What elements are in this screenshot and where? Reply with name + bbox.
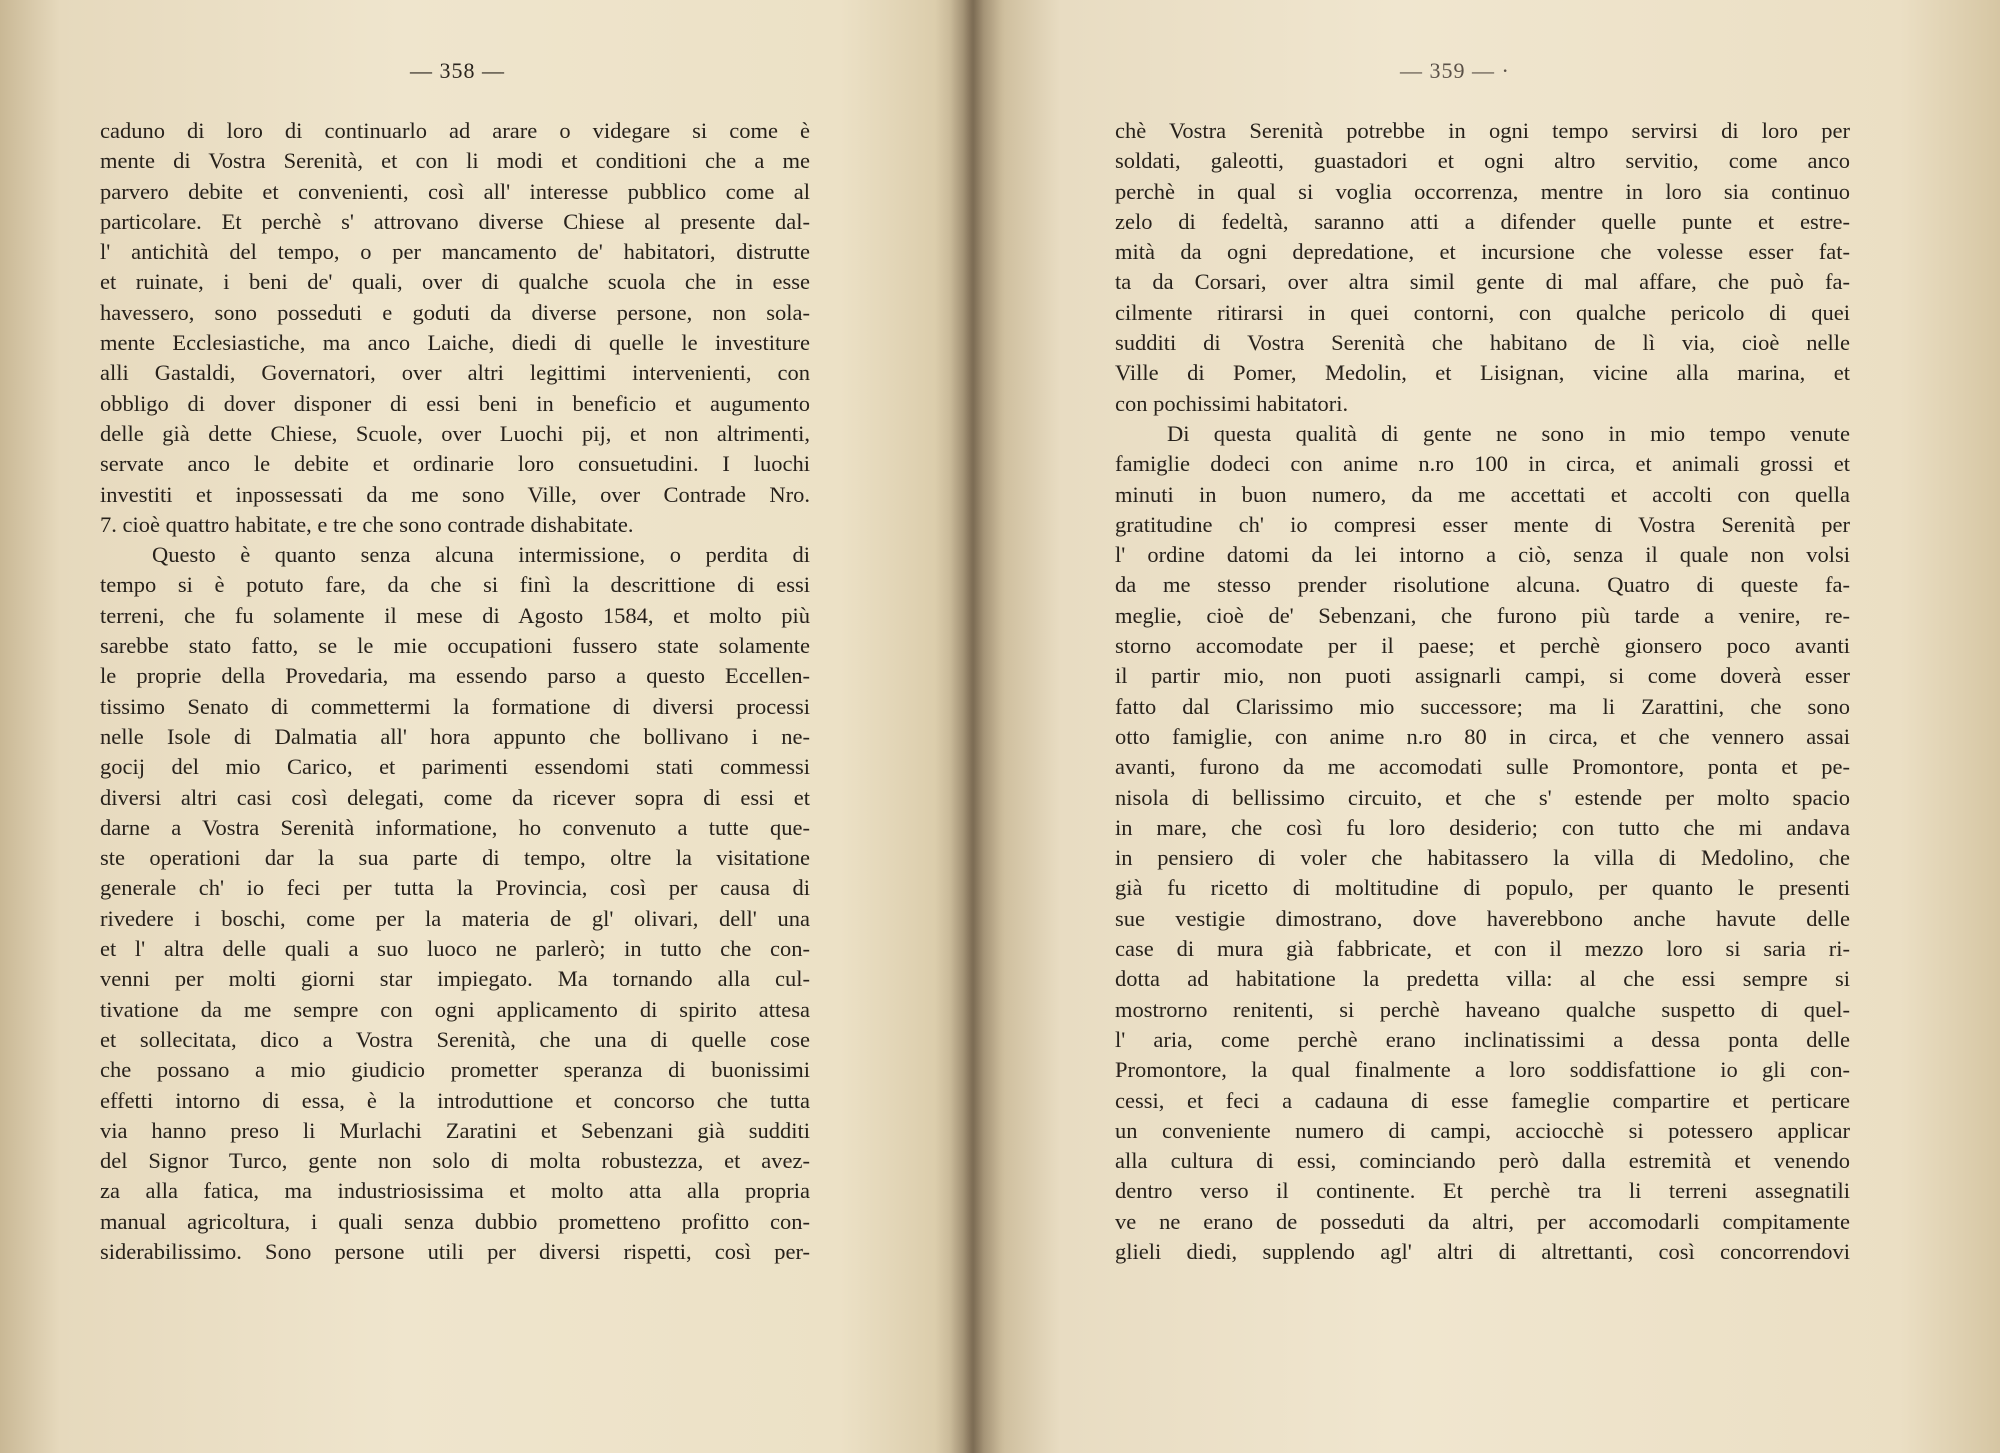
text-line: mente di Vostra Serenità, et con li modi et conditioni che a me: [100, 148, 810, 174]
text-line: un conveniente numero di campi, acciocchè si potessero applicar: [1115, 1117, 1850, 1143]
left-page-text: [100, 116, 810, 1267]
text-line: sue vestigie dimostrano, dove haverebbono anche havute delle: [1115, 905, 1850, 931]
text-line: case di mura già fabbricate, et con il mezzo loro si saria ri-: [1115, 936, 1850, 962]
right-page-text: [1115, 116, 1850, 1267]
text-line: darne a Vostra Serenità informatione, ho convenuto a tutte que-: [100, 814, 810, 840]
text-line: ta da Corsari, over altra simil gente di mal affare, che può fa-: [1115, 269, 1850, 295]
text-line: perchè in qual si voglia occorrenza, mentre in loro sia continuo: [1115, 178, 1850, 204]
text-line: za alla fatica, ma industriosissima et molto atta alla propria: [100, 1178, 810, 1204]
text-line: manual agricoltura, i quali senza dubbio prometteno profitto con-: [100, 1208, 810, 1234]
text-line: obbligo di dover disponer di essi beni in beneficio et augumento: [100, 390, 810, 416]
text-line: Di questa qualità di gente ne sono in mio tempo venute: [1167, 420, 1850, 446]
text-line: in pensiero di voler che habitassero la villa di Medolino, che: [1115, 845, 1850, 871]
text-line: investiti et inpossessati da me sono Ville, over Contrade Nro.: [100, 481, 810, 507]
text-line: terreni, che fu solamente il mese di Agosto 1584, et molto più: [100, 602, 810, 628]
text-line: servate anco le debite et ordinarie loro consuetudini. I luochi: [100, 451, 810, 477]
text-line: minuti in buon numero, da me accettati et accolti con quella: [1115, 481, 1850, 507]
text-line: l' aria, come perchè erano inclinatissimi a dessa ponta delle: [1115, 1026, 1850, 1052]
text-line: et ruinate, i beni de' quali, over di qualche scuola che in esse: [100, 269, 810, 295]
text-line: tivatione da me sempre con ogni applicamento di spirito attesa: [100, 996, 810, 1022]
text-line: tempo si è potuto fare, da che si finì la descrittione di essi: [100, 572, 810, 598]
text-line: caduno di loro di continuarlo ad arare o videgare si come è: [100, 118, 810, 143]
text-line: nisola di bellissimo circuito, et che s' estende per molto spacio: [1115, 784, 1850, 810]
text-line: storno accomodate per il paese; et perchè gionsero poco avanti: [1115, 633, 1850, 659]
text-line: generale ch' io feci per tutta la Provincia, così per causa di: [100, 875, 810, 901]
text-line: dotta ad habitatione la predetta villa: al che essi sempre si: [1115, 966, 1850, 992]
text-line: nelle Isole di Dalmatia all' hora appunto che bollivano i ne-: [100, 723, 810, 749]
text-line: meglie, cioè de' Sebenzani, che furono più tarde a venire, re-: [1115, 602, 1850, 628]
text-line: havessero, sono posseduti e goduti da diverse persone, non sola-: [100, 299, 810, 325]
text-line: con pochissimi habitatori.: [1115, 390, 1349, 416]
text-line: mente Ecclesiastiche, ma anco Laiche, diedi di quelle le investiture: [100, 330, 810, 356]
text-line: Questo è quanto senza alcuna intermissione, o perdita di: [152, 542, 810, 568]
text-line: in mare, che così fu loro desiderio; con tutto che mi andava: [1115, 814, 1850, 840]
text-line: che possano a mio giudicio prometter speranza di buonissimi: [100, 1057, 810, 1083]
text-line: effetti intorno di essa, è la introduttione et concorso che tutta: [100, 1087, 810, 1113]
text-line: et l' altra delle quali a suo luoco ne parlerò; in tutto che con-: [100, 936, 810, 962]
text-line: del Signor Turco, gente non solo di molta robustezza, et avez-: [100, 1148, 810, 1174]
text-line: fatto dal Clarissimo mio successore; ma li Zarattini, che sono: [1115, 693, 1850, 719]
text-line: gocij del mio Carico, et parimenti essendomi stati commessi: [100, 754, 810, 780]
text-line: soldati, galeotti, guastadori et ogni altro servitio, come anco: [1115, 148, 1850, 174]
text-line: zelo di fedeltà, saranno atti a difender quelle punte et estre-: [1115, 208, 1850, 234]
text-line: da me stesso prender risolutione alcuna. Quatro di queste fa-: [1115, 572, 1850, 598]
text-line: l' ordine datomi da lei intorno a ciò, senza il quale non volsi: [1115, 542, 1850, 568]
text-line: particolare. Et perchè s' attrovano diverse Chiese al presente dal-: [100, 208, 810, 234]
page-number-right: — 359 — ·: [1400, 58, 1510, 83]
text-line: via hanno preso li Murlachi Zaratini et Sebenzani già sudditi: [100, 1117, 810, 1143]
text-line: le proprie della Provedaria, ma essendo parso a questo Eccellen-: [100, 663, 810, 689]
text-line: famiglie dodeci con anime n.ro 100 in circa, et animali grossi et: [1115, 451, 1850, 477]
text-line: venni per molti giorni star impiegato. Ma tornando alla cul-: [100, 966, 810, 992]
text-line: glieli diedi, supplendo agl' altri di altrettanti, così concorrendovi: [1115, 1238, 1850, 1264]
text-line: mità da ogni depredatione, et incursione che volesse esser fat-: [1115, 239, 1850, 265]
text-line: cessi, et feci a cadauna di esse fameglie compartire et perticare: [1115, 1087, 1850, 1113]
text-line: tissimo Senato di commettermi la formatione di diversi processi: [100, 693, 810, 719]
right-page: [990, 0, 2000, 1453]
text-line: il partir mio, non puoti assignarli campi, si come doverà esser: [1115, 663, 1850, 689]
text-line: Ville di Pomer, Medolin, et Lisignan, vicine alla marina, et: [1115, 360, 1850, 386]
text-line: et sollecitata, dico a Vostra Serenità, che una di quelle cose: [100, 1026, 810, 1052]
text-line: diversi altri casi così delegati, come da ricever sopra di essi et: [100, 784, 810, 810]
left-page: [0, 0, 960, 1453]
text-line: avanti, furono da me accomodati sulle Promontore, ponta et pe-: [1115, 754, 1850, 780]
text-line: gratitudine ch' io compresi esser mente di Vostra Serenità per: [1115, 511, 1850, 537]
text-line: sarebbe stato fatto, se le mie occupationi fussero state solamente: [100, 633, 810, 659]
text-line: ve ne erano de posseduti da altri, per accomodarli compitamente: [1115, 1208, 1850, 1234]
text-line: chè Vostra Serenità potrebbe in ogni tempo servirsi di loro per: [1115, 118, 1850, 143]
text-line: ste operationi dar la sua parte di tempo, oltre la visitatione: [100, 845, 810, 871]
text-line: già fu ricetto di moltitudine di populo, per quanto le presenti: [1115, 875, 1850, 901]
text-line: dentro verso il continente. Et perchè tra li terreni assegnatili: [1115, 1178, 1850, 1204]
text-line: otto famiglie, con anime n.ro 80 in circa, et che vennero assai: [1115, 723, 1850, 749]
text-line: alli Gastaldi, Governatori, over altri legittimi intervenienti, con: [100, 360, 810, 386]
text-line: sudditi di Vostra Serenità che habitano de lì via, cioè nelle: [1115, 330, 1850, 356]
text-line: cilmente ritirarsi in quei contorni, con qualche pericolo di quei: [1115, 299, 1850, 325]
text-line: delle già dette Chiese, Scuole, over Luochi pij, et non altrimenti,: [100, 420, 810, 446]
text-line: siderabilissimo. Sono persone utili per diversi rispetti, così per-: [100, 1238, 810, 1264]
text-line: mostrorno renitenti, si perchè haveano qualche suspetto di quel-: [1115, 996, 1850, 1022]
text-line: rivedere i boschi, come per la materia de gl' olivari, dell' una: [100, 905, 810, 931]
text-line: 7. cioè quattro habitate, e tre che sono contrade dishabitate.: [100, 511, 634, 537]
text-line: parvero debite et convenienti, così all' interesse pubblico come al: [100, 178, 810, 204]
page-number-left: — 358 —: [410, 58, 505, 83]
text-line: alla cultura di essi, cominciando però dalla estremità et venendo: [1115, 1148, 1850, 1174]
text-line: Promontore, la qual finalmente a loro soddisfattione io gli con-: [1115, 1057, 1850, 1083]
text-line: l' antichità del tempo, o per mancamento de' habitatori, distrutte: [100, 239, 810, 265]
